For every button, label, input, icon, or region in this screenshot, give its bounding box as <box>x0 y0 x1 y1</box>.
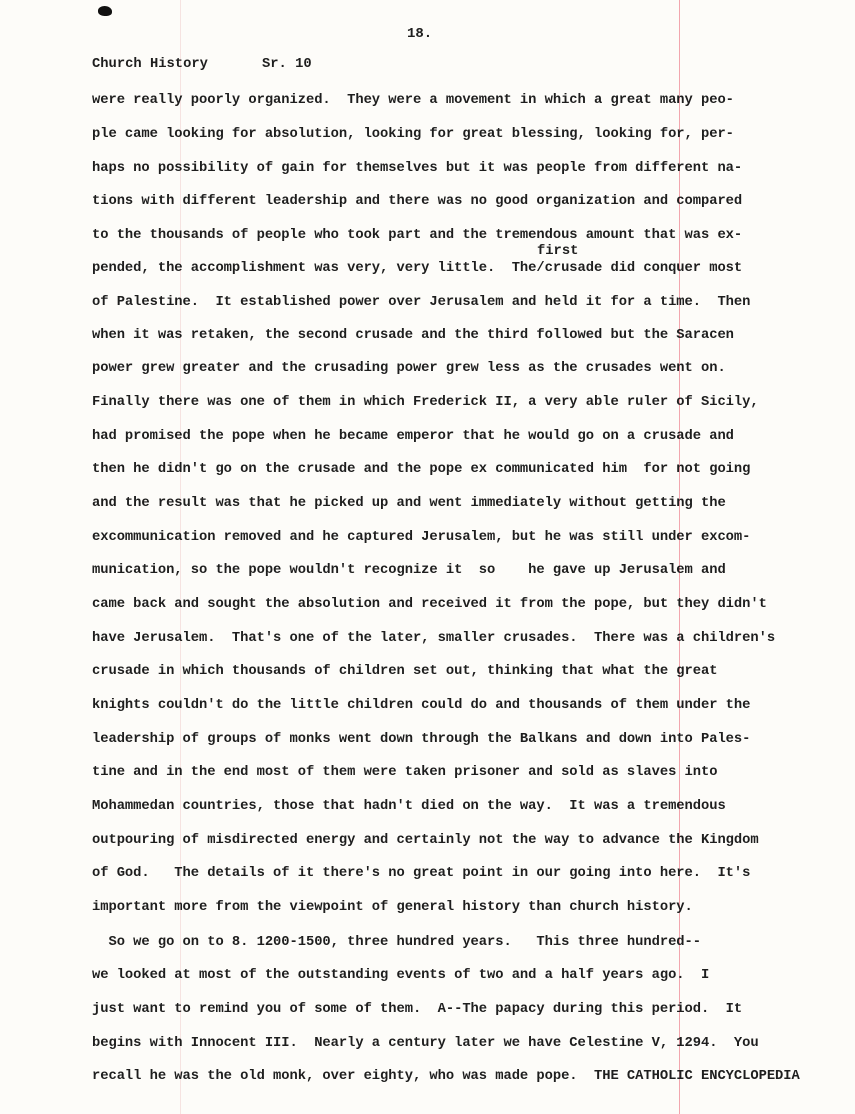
text-line: had promised the pope when he became emperor that he would go on a crusade and <box>92 429 734 444</box>
text-line: Mohammedan countries, those that hadn't died on the way. It was a tremendous <box>92 799 726 814</box>
text-line: knights couldn't do the little children could do and thousands of them under the <box>92 698 751 713</box>
text-line: So we go on to 8. 1200-1500, three hundred years. This three hundred-- <box>92 935 701 950</box>
text-line: Finally there was one of them in which Frederick II, a very able ruler of Sicily, <box>92 395 759 410</box>
text-line: excommunication removed and he captured Jerusalem, but he was still under excom- <box>92 530 751 545</box>
text-line: tions with different leadership and there was no good organization and compared <box>92 194 743 209</box>
text-line: just want to remind you of some of them. A--The papacy during this period. It <box>92 1002 743 1017</box>
text-line: munication, so the pope wouldn't recognize it so he gave up Jerusalem and <box>92 563 726 578</box>
text-line: have Jerusalem. That's one of the later, smaller crusades. There was a children's <box>92 631 776 646</box>
text-line: to the thousands of people who took part and the tremendous amount that was ex- <box>92 228 743 243</box>
text-line: leadership of groups of monks went down through the Balkans and down into Pales- <box>92 732 751 747</box>
text-line: begins with Innocent III. Nearly a century later we have Celestine V, 1294. You <box>92 1036 759 1051</box>
text-line: important more from the viewpoint of general history than church history. <box>92 900 693 915</box>
page-number: 18. <box>407 26 433 42</box>
interlinear-insert: first <box>537 244 579 259</box>
text-line: were really poorly organized. They were a movement in which a great many peo- <box>92 93 734 108</box>
text-line: then he didn't go on the crusade and the pope ex communicated him for not going <box>92 462 751 477</box>
text-line: outpouring of misdirected energy and certainly not the way to advance the Kingdom <box>92 833 759 848</box>
text-line: power grew greater and the crusading power grew less as the crusades went on. <box>92 361 726 376</box>
text-line: pended, the accomplishment was very, very little. The/crusade did conquer most <box>92 261 743 276</box>
text-line: came back and sought the absolution and received it from the pope, but they didn't <box>92 597 767 612</box>
text-line: when it was retaken, the second crusade and the third followed but the Saracen <box>92 328 734 343</box>
header-course: Church History <box>92 57 208 72</box>
text-line: and the result was that he picked up and went immediately without getting the <box>92 496 726 511</box>
text-line: tine and in the end most of them were taken prisoner and sold as slaves into <box>92 765 718 780</box>
text-line: crusade in which thousands of children set out, thinking that what the great <box>92 664 718 679</box>
text-line: we looked at most of the outstanding events of two and a half years ago. I <box>92 968 710 983</box>
header-section: Sr. 10 <box>262 57 312 72</box>
text-line: of God. The details of it there's no great point in our going into here. It's <box>92 866 751 881</box>
text-line: ple came looking for absolution, looking for great blessing, looking for, per- <box>92 127 734 142</box>
text-line: recall he was the old monk, over eighty, who was made pope. THE CATHOLIC ENCYCLOPEDIA <box>92 1069 800 1084</box>
text-line: of Palestine. It established power over Jerusalem and held it for a time. Then <box>92 295 751 310</box>
text-line: haps no possibility of gain for themselves but it was people from different na- <box>92 161 743 176</box>
ink-blot <box>98 6 112 16</box>
